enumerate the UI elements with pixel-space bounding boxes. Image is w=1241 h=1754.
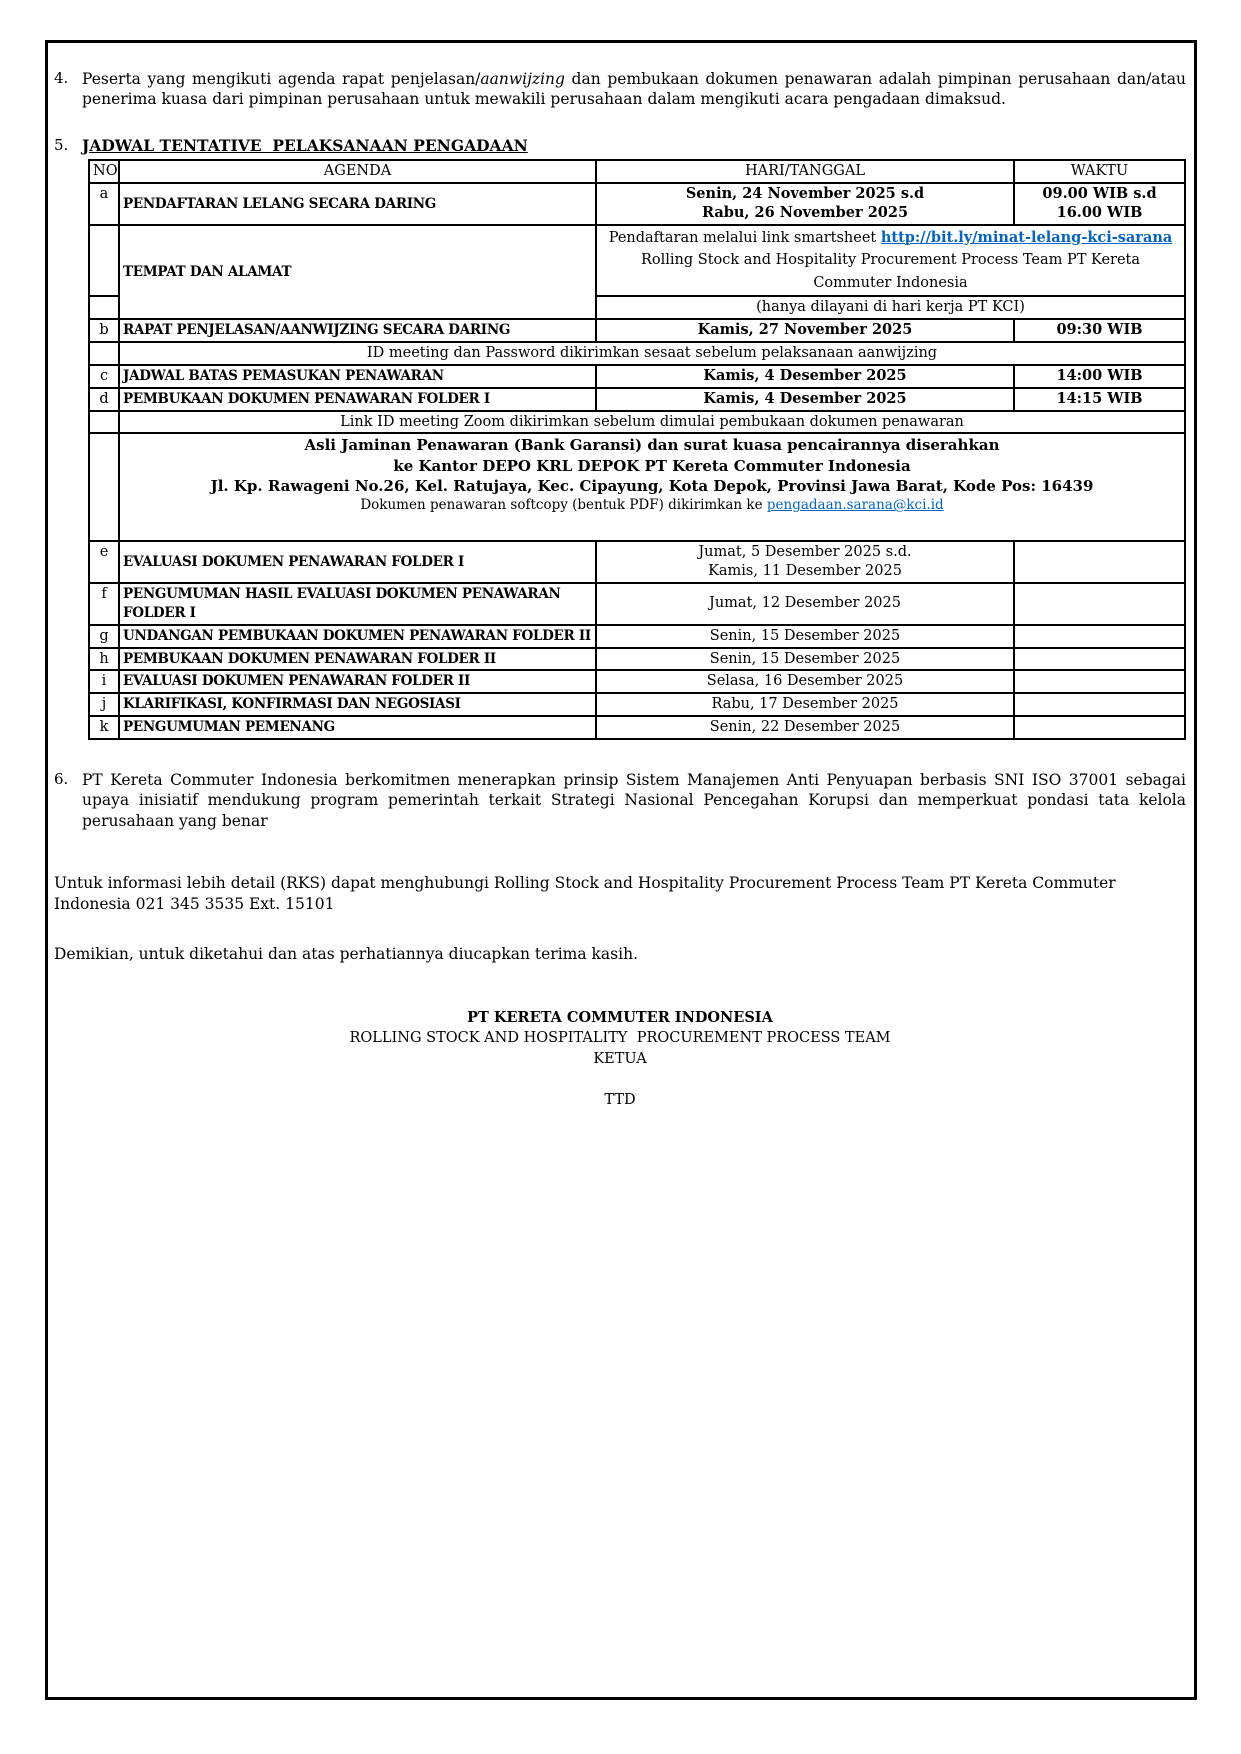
item-4-text-italic: aanwijzing: [480, 70, 565, 88]
row-h-no: h: [89, 648, 119, 671]
row-f-time: [1014, 583, 1185, 625]
row-tempat-no: [89, 225, 119, 296]
row-a-time-line2: 16.00 WIB: [1056, 204, 1143, 222]
table-row-b: [89, 319, 1185, 342]
row-g-date: Senin, 15 Desember 2025: [596, 625, 1014, 648]
row-tempat-note-no: [89, 296, 119, 319]
row-g-no: g: [89, 625, 119, 648]
item-6-text: PT Kereta Commuter Indonesia berkomitmen menerapkan prinsip Sistem Manajemen Anti Penyuapan berbasis SNI ISO 37001 sebagai upaya inisiatif mendukung program pemerintah terkait Strategi Nasional Pencegahan Korupsi dan memperkuat pondasi tata kelola perusahaan yang benar: [82, 770, 1186, 830]
row-k-no: k: [89, 716, 119, 739]
item-4: [54, 69, 1186, 110]
row-d-note-no: [89, 411, 119, 434]
table-row-b-note: [89, 342, 1185, 365]
table-row-e: [89, 541, 1185, 583]
header-hari-tanggal: HARI/TANGGAL: [596, 160, 1014, 183]
row-f-date: Jumat, 12 Desember 2025: [596, 583, 1014, 625]
row-a-no: a: [89, 183, 119, 225]
row-d-agenda: PEMBUKAAN DOKUMEN PENAWARAN FOLDER I: [123, 390, 490, 407]
jaminan-line3: Jl. Kp. Rawageni No.26, Kel. Ratujaya, Kec. Cipayung, Kota Depok, Provinsi Jawa Barat, Kode Pos: 16439: [210, 476, 1094, 495]
row-f-no: f: [89, 583, 119, 625]
email-link[interactable]: pengadaan.sarana@kci.id: [766, 497, 944, 514]
row-i-time: [1014, 670, 1185, 693]
header-waktu: WAKTU: [1014, 160, 1185, 183]
jaminan-line4-prefix: Dokumen penawaran softcopy (bentuk PDF) dikirimkan ke: [360, 497, 767, 514]
schedule-table: [88, 159, 1186, 740]
table-row-f: [89, 583, 1185, 625]
row-j-agenda: KLARIFIKASI, KONFIRMASI DAN NEGOSIASI: [123, 696, 461, 713]
item-5: [54, 136, 1186, 156]
row-b-note-no: [89, 342, 119, 365]
table-row-k: [89, 716, 1185, 739]
jaminan-line4: [123, 496, 1181, 514]
row-h-agenda: PEMBUKAAN DOKUMEN PENAWARAN FOLDER II: [123, 650, 496, 667]
row-c-agenda: JADWAL BATAS PEMASUKAN PENAWARAN: [123, 367, 444, 384]
closing-line: Demikian, untuk diketahui dan atas perhatiannya diucapkan terima kasih.: [54, 945, 638, 964]
row-e-date: [596, 541, 1014, 583]
jaminan-line1: Asli Jaminan Penawaran (Bank Garansi) dan surat kuasa pencairannya diserahkan: [304, 436, 1000, 455]
row-e-no: e: [89, 541, 119, 583]
row-a-time: [1014, 183, 1185, 225]
row-tempat-note-text: (hanya dilayani di hari kerja PT KCI): [596, 296, 1185, 319]
row-i-date: Selasa, 16 Desember 2025: [596, 670, 1014, 693]
schedule-heading: JADWAL TENTATIVE PELAKSANAAN PENGADAAN: [82, 135, 528, 155]
item-4-number: 4.: [54, 69, 69, 87]
row-jaminan-no: [89, 433, 119, 541]
row-e-date-line2: Kamis, 11 Desember 2025: [708, 563, 902, 580]
row-e-date-line1: Jumat, 5 Desember 2025 s.d.: [698, 544, 912, 561]
table-header-row: [89, 160, 1185, 183]
signature-block: [54, 1007, 1186, 1111]
item-4-text-before: Peserta yang mengikuti agenda rapat penjelasan/: [82, 70, 481, 88]
row-a-time-line1: 09.00 WIB s.d: [1042, 185, 1157, 203]
row-c-no: c: [89, 365, 119, 388]
item-5-number: 5.: [54, 135, 69, 154]
row-i-agenda: EVALUASI DOKUMEN PENAWARAN FOLDER II: [123, 673, 470, 690]
row-b-date: Kamis, 27 November 2025: [596, 319, 1014, 342]
header-no: NO: [89, 160, 119, 183]
table-row-j: [89, 693, 1185, 716]
row-e-agenda: EVALUASI DOKUMEN PENAWARAN FOLDER I: [123, 553, 464, 570]
row-d-time: 14:15 WIB: [1014, 388, 1185, 411]
contact-info: Untuk informasi lebih detail (RKS) dapat menghubungi Rolling Stock and Hospitality Procurement Process Team PT Kereta Commuter Indonesia 021 345 3535 Ext. 15101: [54, 874, 1116, 913]
smartsheet-link[interactable]: http://bit.ly/minat-lelang-kci-sarana: [880, 228, 1173, 246]
item-4-text: [82, 69, 1186, 110]
signature-ttd: TTD: [604, 1091, 636, 1108]
table-row-a: [89, 183, 1185, 225]
row-tempat-line2: Rolling Stock and Hospitality Procurement Process Team PT Kereta Commuter Indonesia: [640, 252, 1141, 291]
item-4-text-after: dan pembukaan dokumen penawaran adalah pimpinan perusahaan dan/atau penerima kuasa dari pimpinan perusahaan untuk mewakili perusahaan dalam mengikuti acara pengadaan dimaksud.: [82, 70, 1187, 109]
row-k-agenda: PENGUMUMAN PEMENANG: [123, 719, 335, 736]
table-row-d: [89, 388, 1185, 411]
row-f-agenda: PENGUMUMAN HASIL EVALUASI DOKUMEN PENAWARAN FOLDER I: [123, 586, 561, 621]
row-d-note-text: Link ID meeting Zoom dikirimkan sebelum dimulai pembukaan dokumen penawaran: [119, 411, 1185, 434]
row-a-date-line1: Senin, 24 November 2025 s.d: [685, 185, 925, 203]
table-row-h: [89, 648, 1185, 671]
row-tempat-agenda: TEMPAT DAN ALAMAT: [123, 263, 292, 280]
row-a-agenda: PENDAFTARAN LELANG SECARA DARING: [123, 195, 437, 212]
table-row-c: [89, 365, 1185, 388]
row-tempat-line1: [600, 227, 1181, 249]
row-h-time: [1014, 648, 1185, 671]
row-d-no: d: [89, 388, 119, 411]
row-c-time: 14:00 WIB: [1014, 365, 1185, 388]
jaminan-line2: ke Kantor DEPO KRL DEPOK PT Kereta Commuter Indonesia: [393, 456, 911, 475]
table-row-i: [89, 670, 1185, 693]
row-b-agenda: RAPAT PENJELASAN/AANWIJZING SECARA DARING: [123, 322, 511, 339]
table-row-d-note: [89, 411, 1185, 434]
row-d-date: Kamis, 4 Desember 2025: [596, 388, 1014, 411]
table-row-g: [89, 625, 1185, 648]
table-row-jaminan: [89, 433, 1185, 541]
row-j-date: Rabu, 17 Desember 2025: [596, 693, 1014, 716]
row-h-date: Senin, 15 Desember 2025: [596, 648, 1014, 671]
row-jaminan-text: [119, 433, 1185, 541]
row-tempat-detail: [596, 225, 1185, 296]
document-page: [45, 40, 1197, 1700]
signature-company: PT KERETA COMMUTER INDONESIA: [467, 1008, 773, 1026]
row-b-no: b: [89, 319, 119, 342]
row-c-date: Kamis, 4 Desember 2025: [596, 365, 1014, 388]
header-agenda: AGENDA: [119, 160, 596, 183]
item-6-number: 6.: [54, 769, 69, 788]
row-i-no: i: [89, 670, 119, 693]
row-a-date: [596, 183, 1014, 225]
row-e-time: [1014, 541, 1185, 583]
signature-role: KETUA: [593, 1050, 647, 1067]
row-j-no: j: [89, 693, 119, 716]
row-k-time: [1014, 716, 1185, 739]
row-a-date-line2: Rabu, 26 November 2025: [701, 204, 909, 222]
signature-team: ROLLING STOCK AND HOSPITALITY PROCUREMENT PROCESS TEAM: [349, 1029, 891, 1046]
row-tempat-line1-prefix: Pendaftaran melalui link smartsheet: [608, 229, 881, 246]
row-j-time: [1014, 693, 1185, 716]
item-6: [54, 770, 1186, 831]
row-b-note-text: ID meeting dan Password dikirimkan sesaat sebelum pelaksanaan aanwijzing: [119, 342, 1185, 365]
row-b-time: 09:30 WIB: [1014, 319, 1185, 342]
row-g-agenda: UNDANGAN PEMBUKAAN DOKUMEN PENAWARAN FOLDER II: [123, 627, 591, 644]
table-row-tempat: [89, 225, 1185, 296]
row-g-time: [1014, 625, 1185, 648]
row-k-date: Senin, 22 Desember 2025: [596, 716, 1014, 739]
